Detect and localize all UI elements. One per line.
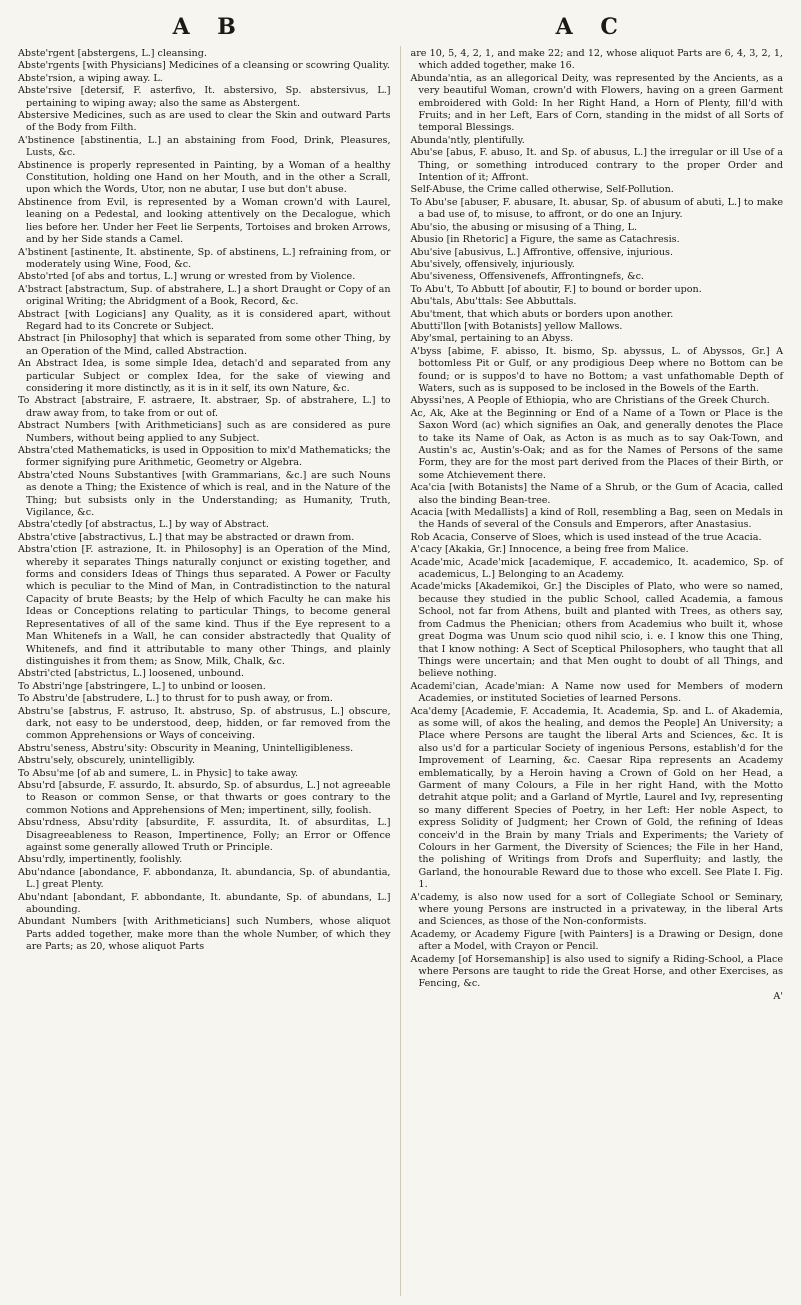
- dictionary-entry: A'bstract [abstractum, Sup. of abstrahere, L.] a short Draught or Copy of an original Writing; the Abridgment of a Book, Record, &c.: [18, 283, 391, 308]
- dictionary-entry: Abu'ndance [abondance, F. abbondanza, It. abundancia, Sp. of abundantia, L.] great Plenty.: [18, 866, 391, 891]
- dictionary-entry: Abste'rsion, a wiping away. L.: [18, 72, 163, 84]
- dictionary-entry: Abu'se [abus, F. abuso, It. and Sp. of abusus, L.] the irregular or ill Use of a Thing, or something introduced contrary to the proper Order and Intention of it; Affront.: [410, 147, 783, 184]
- dictionary-entry: A'cacy [Akakia, Gr.] Innocence, a being free from Malice.: [410, 544, 689, 556]
- dictionary-entry: To Abu'se [abuser, F. abusare, It. abusar, Sp. of abusum of abuti, L.] to make a bad use of, to misuse, to affront, or do one an Injury.: [410, 196, 783, 221]
- dictionary-entry: To Abu't, To Abbutt [of aboutir, F.] to bound or border upon.: [410, 283, 702, 295]
- right-column: [411, 48, 784, 1003]
- dictionary-entry: Abu'siveness, Offensivenefs, Affrontingnefs, &c.: [410, 271, 645, 283]
- dictionary-entry: are 10, 5, 4, 2, 1, and make 22; and 12, whose aliquot Parts are 6, 4, 3, 2, 1, which added together, make 16.: [410, 48, 783, 72]
- dictionary-entry: Abunda'ntly, plentifully.: [410, 134, 525, 146]
- dictionary-entry: Abste'rgents [with Physicians] Medicines of a cleansing or scowring Quality.: [18, 60, 390, 72]
- running-head-right: A C: [555, 14, 628, 40]
- left-column: [18, 48, 391, 1003]
- dictionary-entry: A'byss [abime, F. abisso, It. bismo, Sp. abyssus, L. of Abyssos, Gr.] A bottomless Pit or Gulf, or any prodigious Deep where no Bottom can be found; or is suppos'd to have no Bottom; a vast unfathomable Depth of Waters, such as is supposed to be inclosed in the Bowels of the Earth.: [410, 345, 783, 394]
- dictionary-entry: Abstersive Medicines, such as are used to clear the Skin and outward Parts of the Body from Filth.: [18, 110, 391, 134]
- dictionary-entry: Rob Acacia, Conserve of Sloes, which is used instead of the true Acacia.: [410, 531, 762, 543]
- dictionary-entry: Abutti'llon [with Botanists] yellow Mallows.: [410, 320, 623, 332]
- dictionary-entry: A'cademy, is also now used for a sort of Collegiate School or Seminary, where young Persons are instructed in a privateway, in the liberal Arts and Sciences, as those of the Non-conformists.: [410, 891, 783, 928]
- dictionary-entry: Absu'rdly, impertinently, foolishly.: [18, 854, 183, 866]
- dictionary-entry: A'bstinence [abstinentia, L.] an abstaining from Food, Drink, Pleasures, Lusts, &c.: [18, 134, 391, 159]
- dictionary-entry: Aca'demy [Academie, F. Accademia, It. Academia, Sp. and L. of Akademia, as some will, of akos the healing, and demos the People] An University; a Place where Persons are taught the liberal Arts and Sciences, &c. It is also us'd for a particular Society of ingenious Persons, establish'd for the Improvement of Learning, &c. Caesar Ripa represents an Academy emblematically, by a Heroin having a Crown of Gold on her Head, a Garment of many Colours, a File in her right Hand, with the Motto detrahit atque polit; and a Garland of Myrtle, Laurel and Ivy, representing so many different Species of Poetry, in her Left: Her noble Aspect, to express Solidity of Judgment; her Crown of Gold, the refining of Ideas conceiv'd in the Brain by many Trials and Experiments; the Variety of Colours in her Garment, the Diversity of Sciences; the File in her Hand, the polishing of Writings from Drofs and Superfluity; and lastly, the Garland, the honourable Reward due to those who excell. See Plate I. Fig. 1.: [410, 705, 783, 891]
- dictionary-entry: Abu'tals, Abu'ttals: See Abbuttals.: [410, 296, 577, 308]
- dictionary-entry: Aby'smal, pertaining to an Abyss.: [410, 333, 574, 345]
- dictionary-entry: Self-Abuse, the Crime called otherwise, Self-Pollution.: [410, 184, 674, 196]
- dictionary-entry: Abstract [with Logicians] any Quality, as it is considered apart, without Regard had to its Concrete or Subject.: [18, 308, 391, 332]
- running-head: [18, 14, 783, 48]
- dictionary-entry: Abstinence from Evil, is represented by a Woman crown'd with Laurel, leaning on a Pedestal, and looking attentively on the Decalogue, which lies before her. Under her Feet lie Serpents, Tortoises and broken Arrows, and by her Side stands a Camel.: [18, 196, 391, 246]
- dictionary-entry: Absu'rdness, Absu'rdity [absurdite, F. assurdita, It. of absurditas, L.] Disagreeableness to Reason, Impertinence, Folly; an Error or Offence against some generally allowed Truth or Principle.: [18, 817, 391, 853]
- dictionary-entry: Abusio [in Rhetoric] a Figure, the same as Catachresis.: [410, 234, 680, 246]
- dictionary-entry: Absto'rted [of abs and tortus, L.] wrung or wrested from by Violence.: [18, 271, 356, 283]
- dictionary-entry: Abstinence is properly represented in Painting, by a Woman of a healthy Constitution, holding one Hand on her Mouth, and in the other a Scrall, upon which the Words, Utor, non ne abutar, I use but don't abuse.: [18, 159, 391, 196]
- dictionary-entry: Abstru'seness, Abstru'sity: Obscurity in Meaning, Unintelligibleness.: [18, 742, 354, 754]
- dictionary-entry: Ac, Ak, Ake at the Beginning or End of a Name of a Town or Place is the Saxon Word (ac) which signifies an Oak, and generally denotes the Place to take its Name of Oak, as Acton is as much as to say Oak-Town, and Austin's ac, Austin's-Oak; and as for the Names of Persons of the same Form, they are for the most part derived from the Places of their Birth, or some Atchievement there.: [410, 407, 783, 481]
- column-divider: [400, 46, 401, 1296]
- dictionary-entry: Abstra'ctedly [of abstractus, L.] by way of Abstract.: [18, 519, 269, 531]
- dictionary-entry: Academi'cian, Acade'mian: A Name now used for Members of modern Academies, or instituted Societies of learned Persons.: [410, 680, 783, 705]
- dictionary-entry: Abyssi'nes, A People of Ethiopia, who are Christians of the Greek Church.: [410, 395, 770, 407]
- dictionary-entry: To Abstract [abstraire, F. astraere, It. abstraer, Sp. of abstrahere, L.] to draw away from, to take from or out of.: [18, 395, 391, 419]
- dictionary-entry: Abstri'cted [abstrictus, L.] loosened, unbound.: [18, 668, 245, 680]
- dictionary-entry: An Abstract Idea, is some simple Idea, detach'd and separated from any particular Subject or complex Idea, for the sake of viewing and considering it more distinctly, as it is in it self, its own Nature, &c.: [18, 358, 391, 394]
- running-head-left: A B: [172, 14, 246, 40]
- dictionary-entry: Abstru'se [abstrus, F. astruso, It. abstruso, Sp. of abstrusus, L.] obscure, dark, not easy to be understood, deep, hidden, or far removed from the common Apprehensions or Ways of conceiving.: [18, 705, 391, 742]
- dictionary-entry: Abstra'ction [F. astrazione, It. in Philosophy] is an Operation of the Mind, whereby it separates Things naturally conjunct or existing together, and forms and considers Ideas of Things thus separated. A Power or Faculty which is peculiar to the Mind of Man, in Contradistinction to the natural Capacity of brute Beasts; by the Help of which Faculty he can make his Ideas or Conceptions relating to particular Things, to become general Representatives of all of the same kind. Thus if the Eye represent to a Man Whitenefs in a Wall, he can consider abstractedly that Quality of Whitenefs, and find it attributable to many other Things, and plainly distinguishes it from them; as Snow, Milk, Chalk, &c.: [18, 544, 391, 667]
- dictionary-entry: Abstract [in Philosophy] that which is separated from some other Thing, by an Operation of the Mind, called Abstraction.: [18, 333, 391, 357]
- dictionary-entry: Acade'micks [Akademikoi, Gr.] the Disciples of Plato, who were so named, because they studied in the public School, called Academia, a famous School, not far from Athens, built and planted with Trees, as others say, from Cadmus the Phenician; others from Academius who built it, whose great Dogma was Unum scio quod nihil scio, i. e. I know this one Thing, that I know nothing: A Sect of Sceptical Philosophers, who taught that all Things were uncertain; and that Men ought to doubt of all Things, and believe nothing.: [410, 581, 783, 680]
- dictionary-entry: Abunda'ntia, as an allegorical Deity, was represented by the Ancients, as a very beautiful Woman, crown'd with Flowers, having on a green Garment embroidered with Gold: In her Right Hand, a Horn of Plenty, fill'd with Fruits; and in her Left, Ears of Corn, standing in the midst of all Sorts of temporal Blessings.: [410, 72, 783, 134]
- dictionary-entry: Acade'mic, Acade'mick [academique, F. accademico, It. academico, Sp. of academicus, L.] Belonging to an Academy.: [410, 556, 783, 581]
- dictionary-entry: Abstra'ctive [abstractivus, L.] that may be abstracted or drawn from.: [18, 531, 355, 543]
- dictionary-entry: Abste'rgent [abstergens, L.] cleansing.: [18, 48, 207, 59]
- dictionary-entry: To Abstru'de [abstrudere, L.] to thrust for to push away, or from.: [18, 693, 333, 705]
- dictionary-entry: Abstract Numbers [with Arithmeticians] such as are considered as pure Numbers, without being applied to any Subject.: [18, 420, 391, 444]
- dictionary-entry: Abu'ndant [abondant, F. abbondante, It. abundante, Sp. of abundans, L.] abounding.: [18, 891, 391, 916]
- dictionary-entry: Academy, or Academy Figure [with Painters] is a Drawing or Design, done after a Model, with Crayon or Pencil.: [410, 928, 783, 953]
- dictionary-entry: To Abstri'nge [abstringere, L.] to unbind or loosen.: [18, 680, 266, 692]
- dictionary-entry: Abstra'cted Nouns Substantives [with Grammarians, &c.] are such Nouns as denote a Thing; the Existence of which is real, and in the Nature of the Thing; but subsists only in the Understanding; as Humanity, Truth, Vigilance, &c.: [18, 469, 391, 519]
- dictionary-entry: Abstra'cted Mathematicks, is used in Opposition to mix'd Mathematicks; the former signifying pure Arithmetic, Geometry or Algebra.: [18, 445, 391, 469]
- dictionary-entry: Abu'tment, that which abuts or borders upon another.: [410, 308, 674, 320]
- dictionary-entry: Acacia [with Medallists] a kind of Roll, resembling a Bag, seen on Medals in the Hands of several of the Consuls and Emperors, after Anastasius.: [410, 507, 783, 531]
- dictionary-entry: A'bstinent [astinente, It. abstinente, Sp. of abstinens, L.] refraining from, or moderately using Wine, Food, &c.: [18, 246, 391, 270]
- dictionary-entry: Abu'sively, offensively, injuriously.: [410, 258, 575, 270]
- dictionary-entry: Abstru'sely, obscurely, unintelligibly.: [18, 755, 196, 767]
- dictionary-entry: To Absu'me [of ab and sumere, L. in Physic] to take away.: [18, 767, 299, 779]
- dictionary-entry: Abundant Numbers [with Arithmeticians] such Numbers, whose aliquot Parts added together, make more than the whole Number, of which they are Parts; as 20, whose aliquot Parts: [18, 916, 391, 953]
- dictionary-entry: Absu'rd [absurde, F. assurdo, It. absurdo, Sp. of absurdus, L.] not agreeable to Reason or common Sense, or that thwarts or goes contrary to the common Notions and Apprehensions of Men; impertinent, silly, foolish.: [18, 779, 391, 816]
- dictionary-entry: Aca'cia [with Botanists] the Name of a Shrub, or the Gum of Acacia, called also the binding Bean-tree.: [410, 482, 783, 506]
- dictionary-entry: Abu'sive [abusivus, L.] Affrontive, offensive, injurious.: [410, 246, 673, 258]
- dictionary-entry: Academy [of Horsemanship] is also used to signify a Riding-School, a Place where Persons are taught to ride the Great Horse, and other Exercises, as Fencing, &c.: [410, 953, 783, 990]
- dictionary-entry: Abste'rsive [detersif, F. asterfivo, It. abstersivo, Sp. abstersivus, L.] pertaining to wiping away; also the same as Abstergent.: [18, 85, 391, 109]
- catchword: A': [773, 990, 783, 1002]
- dictionary-entry: Abu'sio, the abusing or misusing of a Thing, L.: [410, 221, 638, 233]
